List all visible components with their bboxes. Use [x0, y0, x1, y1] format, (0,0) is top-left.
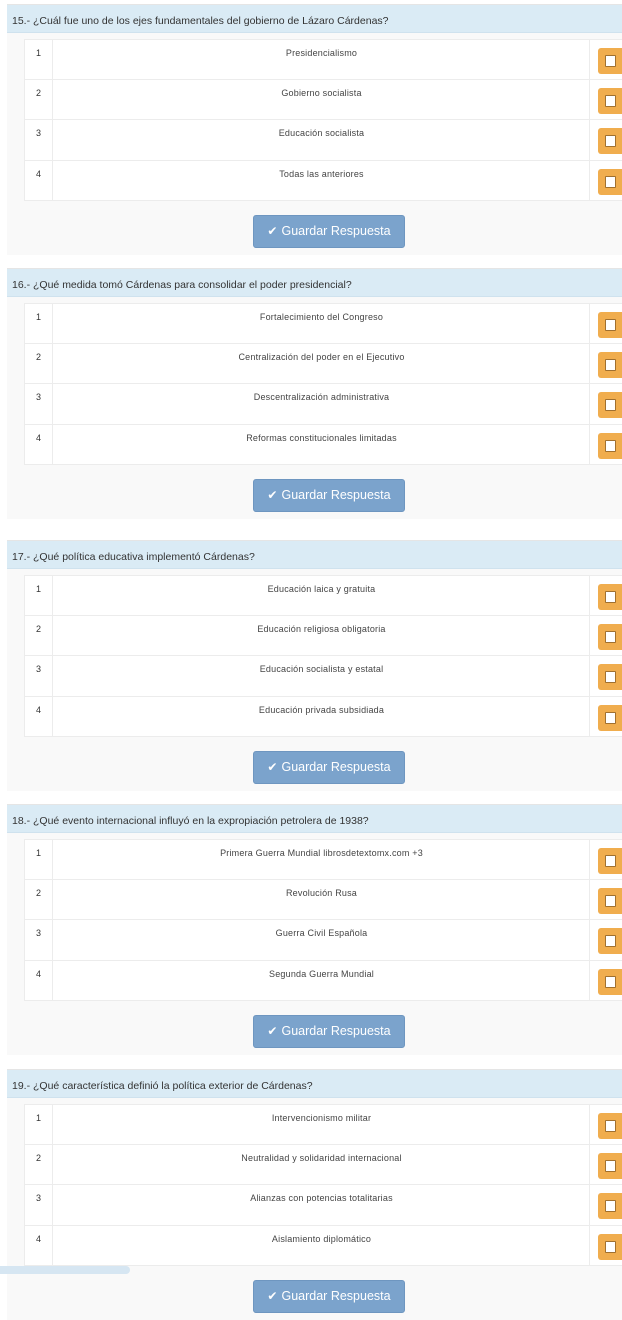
save-answer-button[interactable]	[253, 215, 405, 248]
option-text: Primera Guerra Mundial librosdetextomx.com +3	[54, 840, 590, 879]
option-row	[24, 616, 622, 657]
option-number: 4	[24, 1226, 53, 1266]
option-text: Todas las anteriores	[54, 161, 590, 201]
checkbox-square-icon	[605, 399, 616, 411]
question-card	[7, 540, 622, 791]
option-number: 3	[24, 120, 53, 160]
save-answer-button[interactable]	[253, 479, 405, 512]
option-text: Intervencionismo militar	[54, 1105, 590, 1144]
option-checkbox-cell	[590, 120, 622, 160]
option-number: 4	[24, 425, 53, 465]
option-text: Alianzas con potencias totalitarias	[54, 1185, 590, 1225]
option-checkbox[interactable]	[598, 1113, 622, 1139]
options-table	[24, 839, 622, 1001]
option-number: 1	[24, 40, 53, 79]
option-text: Educación privada subsidiada	[54, 697, 590, 737]
save-area	[7, 1266, 622, 1320]
option-checkbox-cell	[590, 80, 622, 120]
option-row	[24, 920, 622, 961]
question-card	[7, 804, 622, 1055]
save-answer-label: Guardar Respuesta	[281, 224, 391, 238]
checkbox-square-icon	[605, 855, 616, 867]
option-checkbox[interactable]	[598, 888, 622, 914]
option-number: 1	[24, 576, 53, 615]
option-checkbox-cell	[590, 40, 622, 79]
option-row	[24, 656, 622, 697]
option-number: 4	[24, 961, 53, 1001]
checkmark-icon: ✔	[267, 224, 278, 238]
option-checkbox-cell	[590, 161, 622, 201]
option-text: Presidencialismo	[54, 40, 590, 79]
option-text: Educación socialista y estatal	[54, 656, 590, 696]
options-table	[24, 575, 622, 737]
option-checkbox-cell	[590, 1145, 622, 1185]
save-answer-button[interactable]	[253, 751, 405, 784]
checkbox-square-icon	[605, 359, 616, 371]
option-row	[24, 120, 622, 161]
option-row	[24, 425, 622, 466]
option-row	[24, 303, 622, 344]
question-card	[7, 1069, 622, 1320]
option-number: 3	[24, 1185, 53, 1225]
option-checkbox-cell	[590, 961, 622, 1001]
option-row	[24, 880, 622, 921]
options-table	[24, 1104, 622, 1266]
checkbox-square-icon	[605, 440, 616, 452]
option-number: 3	[24, 656, 53, 696]
checkbox-square-icon	[605, 1160, 616, 1172]
option-checkbox[interactable]	[598, 169, 622, 195]
option-number: 2	[24, 80, 53, 120]
checkbox-square-icon	[605, 135, 616, 147]
option-checkbox[interactable]	[598, 624, 622, 650]
option-text: Fortalecimiento del Congreso	[54, 304, 590, 343]
option-row	[24, 384, 622, 425]
option-checkbox-cell	[590, 384, 622, 424]
checkbox-square-icon	[605, 631, 616, 643]
option-checkbox-cell	[590, 697, 622, 737]
option-text: Gobierno socialista	[54, 80, 590, 120]
option-checkbox[interactable]	[598, 969, 622, 995]
save-answer-label: Guardar Respuesta	[281, 760, 391, 774]
option-row	[24, 1185, 622, 1226]
option-row	[24, 39, 622, 80]
option-text: Neutralidad y solidaridad internacional	[54, 1145, 590, 1185]
save-answer-label: Guardar Respuesta	[281, 488, 391, 502]
option-text: Segunda Guerra Mundial	[54, 961, 590, 1001]
checkbox-square-icon	[605, 319, 616, 331]
option-checkbox[interactable]	[598, 928, 622, 954]
checkbox-square-icon	[605, 895, 616, 907]
option-text: Educación socialista	[54, 120, 590, 160]
option-number: 4	[24, 161, 53, 201]
option-checkbox[interactable]	[598, 392, 622, 418]
option-checkbox[interactable]	[598, 1234, 622, 1260]
option-text: Educación religiosa obligatoria	[54, 616, 590, 656]
checkbox-square-icon	[605, 95, 616, 107]
checkbox-square-icon	[605, 1120, 616, 1132]
option-checkbox[interactable]	[598, 88, 622, 114]
option-checkbox-cell	[590, 920, 622, 960]
save-area	[7, 1001, 622, 1055]
checkbox-square-icon	[605, 591, 616, 603]
option-checkbox-cell	[590, 344, 622, 384]
option-checkbox[interactable]	[598, 848, 622, 874]
option-number: 2	[24, 344, 53, 384]
checkbox-square-icon	[605, 176, 616, 188]
option-text: Descentralización administrativa	[54, 384, 590, 424]
option-row	[24, 161, 622, 202]
question-title: 17.- ¿Qué política educativa implementó Cárdenas?	[7, 541, 622, 569]
option-checkbox-cell	[590, 880, 622, 920]
option-checkbox[interactable]	[598, 48, 622, 74]
option-checkbox-cell	[590, 1226, 622, 1266]
options-table	[24, 39, 622, 201]
option-checkbox[interactable]	[598, 664, 622, 690]
option-text: Guerra Civil Española	[54, 920, 590, 960]
checkmark-icon: ✔	[267, 1289, 278, 1303]
option-row	[24, 344, 622, 385]
option-number: 2	[24, 880, 53, 920]
option-checkbox-cell	[590, 576, 622, 615]
option-row	[24, 961, 622, 1002]
option-text: Revolución Rusa	[54, 880, 590, 920]
option-checkbox-cell	[590, 616, 622, 656]
checkmark-icon: ✔	[267, 760, 278, 774]
option-row	[24, 80, 622, 121]
save-area	[7, 737, 622, 791]
option-row	[24, 1226, 622, 1267]
option-number: 2	[24, 1145, 53, 1185]
question-title: 19.- ¿Qué característica definió la política exterior de Cárdenas?	[7, 1070, 622, 1098]
option-number: 3	[24, 384, 53, 424]
checkbox-square-icon	[605, 935, 616, 947]
option-number: 1	[24, 840, 53, 879]
checkmark-icon: ✔	[267, 488, 278, 502]
save-answer-button[interactable]	[253, 1280, 405, 1313]
option-checkbox[interactable]	[598, 352, 622, 378]
save-area	[7, 465, 622, 519]
checkbox-square-icon	[605, 712, 616, 724]
option-number: 4	[24, 697, 53, 737]
save-answer-button[interactable]	[253, 1015, 405, 1048]
option-checkbox[interactable]	[598, 128, 622, 154]
option-text: Centralización del poder en el Ejecutivo	[54, 344, 590, 384]
option-text: Educación laica y gratuita	[54, 576, 590, 615]
save-answer-label: Guardar Respuesta	[281, 1024, 391, 1038]
option-number: 3	[24, 920, 53, 960]
option-row	[24, 697, 622, 738]
checkbox-square-icon	[605, 976, 616, 988]
option-row	[24, 1145, 622, 1186]
option-checkbox-cell	[590, 1105, 622, 1144]
horizontal-scrollbar[interactable]	[0, 1266, 130, 1274]
options-table	[24, 303, 622, 465]
option-text: Aislamiento diplomático	[54, 1226, 590, 1266]
option-row	[24, 1104, 622, 1145]
option-number: 1	[24, 1105, 53, 1144]
question-card	[7, 4, 622, 255]
option-checkbox-cell	[590, 1185, 622, 1225]
option-checkbox-cell	[590, 840, 622, 879]
checkbox-square-icon	[605, 55, 616, 67]
checkmark-icon: ✔	[267, 1024, 278, 1038]
option-checkbox[interactable]	[598, 433, 622, 459]
save-area	[7, 201, 622, 255]
option-checkbox-cell	[590, 425, 622, 465]
option-checkbox[interactable]	[598, 584, 622, 610]
question-title: 15.- ¿Cuál fue uno de los ejes fundamentales del gobierno de Lázaro Cárdenas?	[7, 5, 622, 33]
option-checkbox[interactable]	[598, 1193, 622, 1219]
option-checkbox-cell	[590, 656, 622, 696]
option-checkbox[interactable]	[598, 312, 622, 338]
option-row	[24, 575, 622, 616]
option-number: 1	[24, 304, 53, 343]
checkbox-square-icon	[605, 1241, 616, 1253]
checkbox-square-icon	[605, 671, 616, 683]
option-row	[24, 839, 622, 880]
option-number: 2	[24, 616, 53, 656]
option-checkbox-cell	[590, 304, 622, 343]
question-title: 18.- ¿Qué evento internacional influyó en la expropiación petrolera de 1938?	[7, 805, 622, 833]
option-checkbox[interactable]	[598, 1153, 622, 1179]
checkbox-square-icon	[605, 1200, 616, 1212]
question-title: 16.- ¿Qué medida tomó Cárdenas para consolidar el poder presidencial?	[7, 269, 622, 297]
question-card	[7, 268, 622, 519]
option-checkbox[interactable]	[598, 705, 622, 731]
option-text: Reformas constitucionales limitadas	[54, 425, 590, 465]
save-answer-label: Guardar Respuesta	[281, 1289, 391, 1303]
